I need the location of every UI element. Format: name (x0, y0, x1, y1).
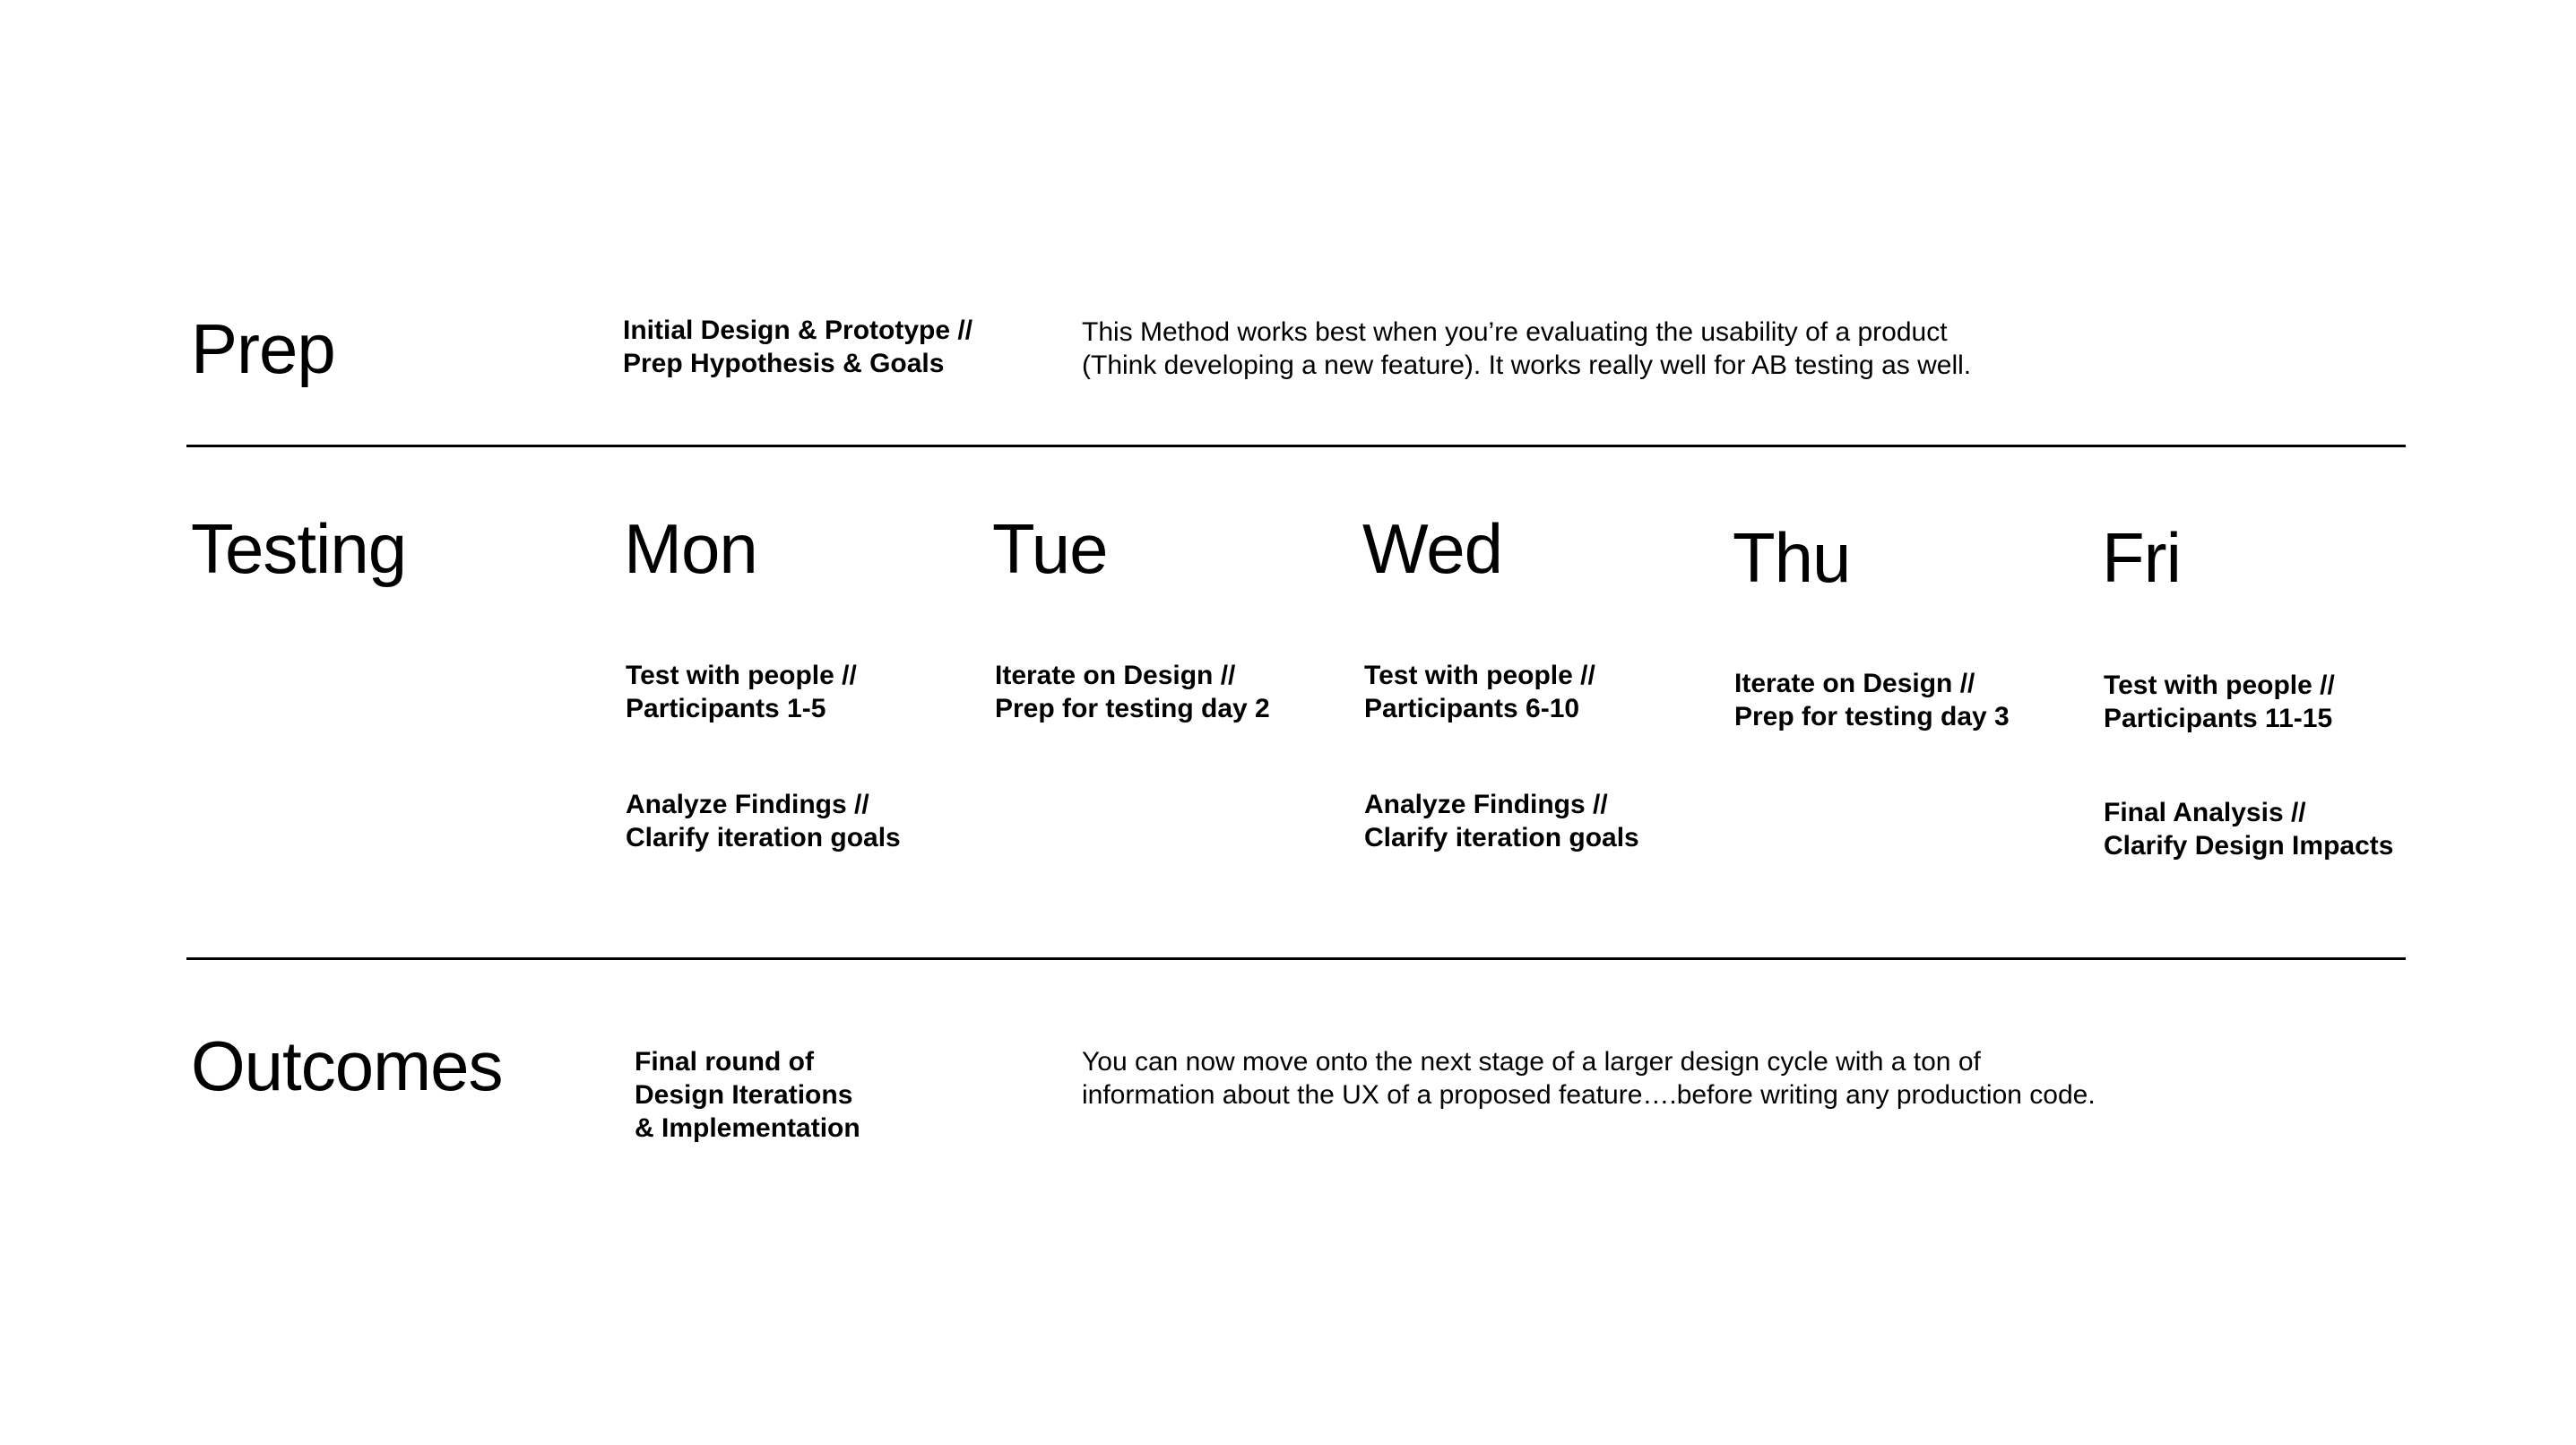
mon-task-test: Test with people // Participants 1-5 (626, 661, 857, 723)
tue-task-iterate: Iterate on Design // Prep for testing day 2 (995, 661, 1270, 723)
day-title-wed: Wed (1362, 509, 1502, 588)
thu-task-iterate: Iterate on Design // Prep for testing day 3 (1734, 669, 2010, 731)
outcomes-summary: Final round of Design Iterations & Implementation (635, 1047, 860, 1143)
day-title-fri: Fri (2102, 518, 2181, 597)
prep-section-title: Prep (191, 309, 335, 388)
mon-task-analyze: Analyze Findings // Clarify iteration goals (626, 790, 901, 852)
fri-task-analysis: Final Analysis // Clarify Design Impacts (2104, 798, 2394, 861)
day-title-mon: Mon (624, 509, 757, 588)
prep-summary: Initial Design & Prototype // Prep Hypothesis & Goals (623, 316, 973, 378)
outcomes-description: You can now move onto the next stage of a larger design cycle with a ton of information about the UX of a proposed feature….before writing any production code. (1082, 1047, 2096, 1110)
prep-description: This Method works best when you’re evaluating the usability of a product (Think developing a new feature). It works really well for AB testing as well. (1082, 317, 1972, 380)
day-title-tue: Tue (992, 509, 1108, 588)
wed-task-analyze: Analyze Findings // Clarify iteration goals (1364, 790, 1639, 852)
outcomes-section-title: Outcomes (191, 1026, 503, 1105)
testing-divider (186, 957, 2406, 960)
prep-divider (186, 445, 2406, 447)
day-title-thu: Thu (1733, 518, 1851, 597)
testing-section-title: Testing (191, 509, 407, 588)
wed-task-test: Test with people // Participants 6-10 (1364, 661, 1595, 723)
fri-task-test: Test with people // Participants 11-15 (2104, 671, 2335, 733)
